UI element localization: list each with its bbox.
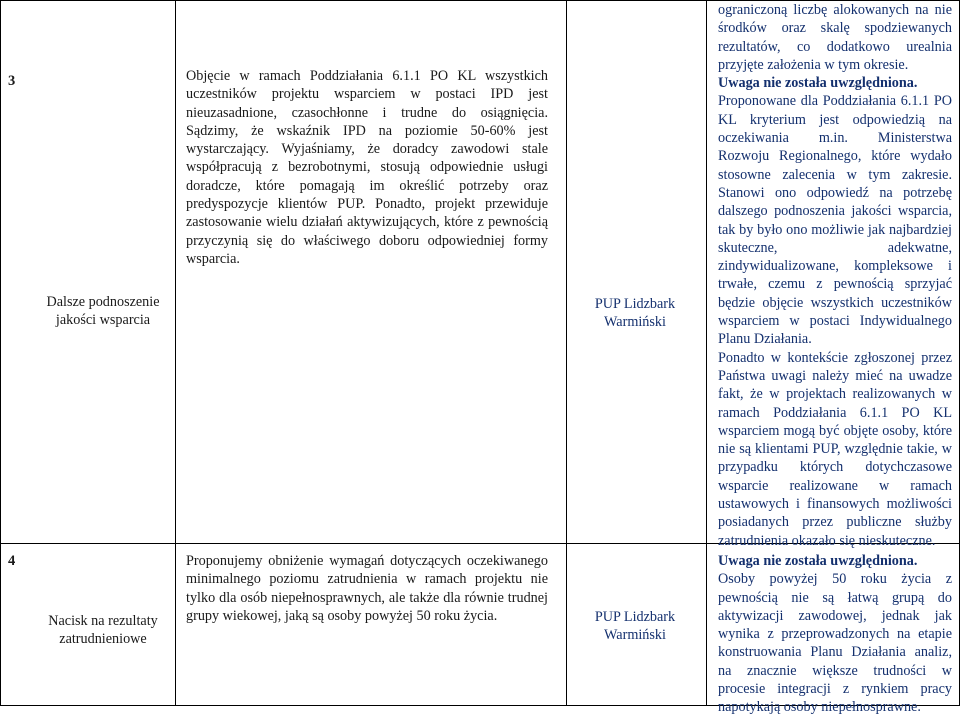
row3-number: 3 [8,73,16,89]
col-border-2 [566,0,567,706]
row4-response-p1: Osoby powyżej 50 roku życia z pewnością nie są łatwą grupą do aktywizacji zawodowej, jednak jak wynika z przeprowadzonych na etapie konstruowania Planu Działania analiz, na znacznie większe trudności w procesie integracji z rynkiem pracy napotykają osoby niepełnosprawne. [718,571,952,716]
row3-comment: Objęcie w ramach Poddziałania 6.1.1 PO KL wszystkich uczestników projektu wsparciem w postaci IPD jest nieuzasadnione, czasochłonne i trudne do osiągnięcia. Sądzimy, że wskaźnik IPD na poziomie 50-60% jest wystarczający. Wyjaśniamy, że doradcy zawodowi stale współpracują z bezrobotnymi, stosują odpowiednie usługi doradcze, które pomagają im określić potrzeby oraz predyspozycje klientów PUP. Ponadto, projekt przewiduje zastosowanie wielu działań aktywizujących, które z pewnością przyczynią się do właściwego doboru odpowiedniej formy wsparcia. [186,68,548,267]
row3-institution: PUP Lidzbark Warmiński [594,296,676,331]
row4-number: 4 [8,553,16,569]
row3-response-intro: ograniczoną liczbę alokowanych na nie środków oraz skalę spodziewanych rezultatów, co dodatkowo urealnia przyjęte założenia w tym okresie. [718,2,952,73]
col-border-0 [0,0,1,706]
row4-response-status: Uwaga nie została uwzględniona. [718,553,918,569]
row4-institution: PUP Lidzbark Warmiński [594,609,676,644]
row4-comment: Proponujemy obniżenie wymagań dotyczących oczekiwanego minimalnego poziomu zatrudnienia w ramach projektu nie tylko dla osób niepełnosprawnych, ale także dla równie trudnej grupy wiekowej, jaką są osoby powyżej 50 roku życia. [186,553,548,624]
row3-response-p2: Ponadto w kontekście zgłoszonej przez Państwa uwagi należy mieć na uwadze fakt, że w projektach realizowanych w ramach Poddziałania 6.1.1 PO KL wsparciem mogą być objęte osoby, które nie są klientami PUP, względnie takie, w przypadku których dotychczasowe wsparcie realizowane w ramach ustawowych i finansowych możliwości posiadanych przez publiczne służby zatrudnienia okazało się nieskuteczne. [718,349,952,549]
row3-response-p1: Proponowane dla Poddziałania 6.1.1 PO KL kryterium jest odpowiedzią na oczekiwania m.in. Ministerstwa Rozwoju Regionalnego, które wydało stosowne zalecenia w tym zakresie. Stanowi ono odpowiedź na potrzebę dalszego podnoszenia jakości wsparcia, tak by było ono możliwie jak najbardziej skuteczne, adekwatne, zindywidualizowane, kompleksowe i trwałe, czemu z pewnością sprzyjać będzie objęcie wszystkich uczestników wsparciem w postaci Indywidualnego Planu Działania. [718,93,952,348]
row4-response [718,552,952,717]
row4-topic: Nacisk na rezultaty zatrudnieniowe [48,613,158,648]
col-border-3 [706,0,707,706]
row3-topic: Dalsze podnoszenie jakości wsparcia [46,294,160,329]
row3-response [718,1,952,550]
col-border-1 [175,0,176,706]
row3-response-status: Uwaga nie została uwzględniona. [718,75,918,92]
